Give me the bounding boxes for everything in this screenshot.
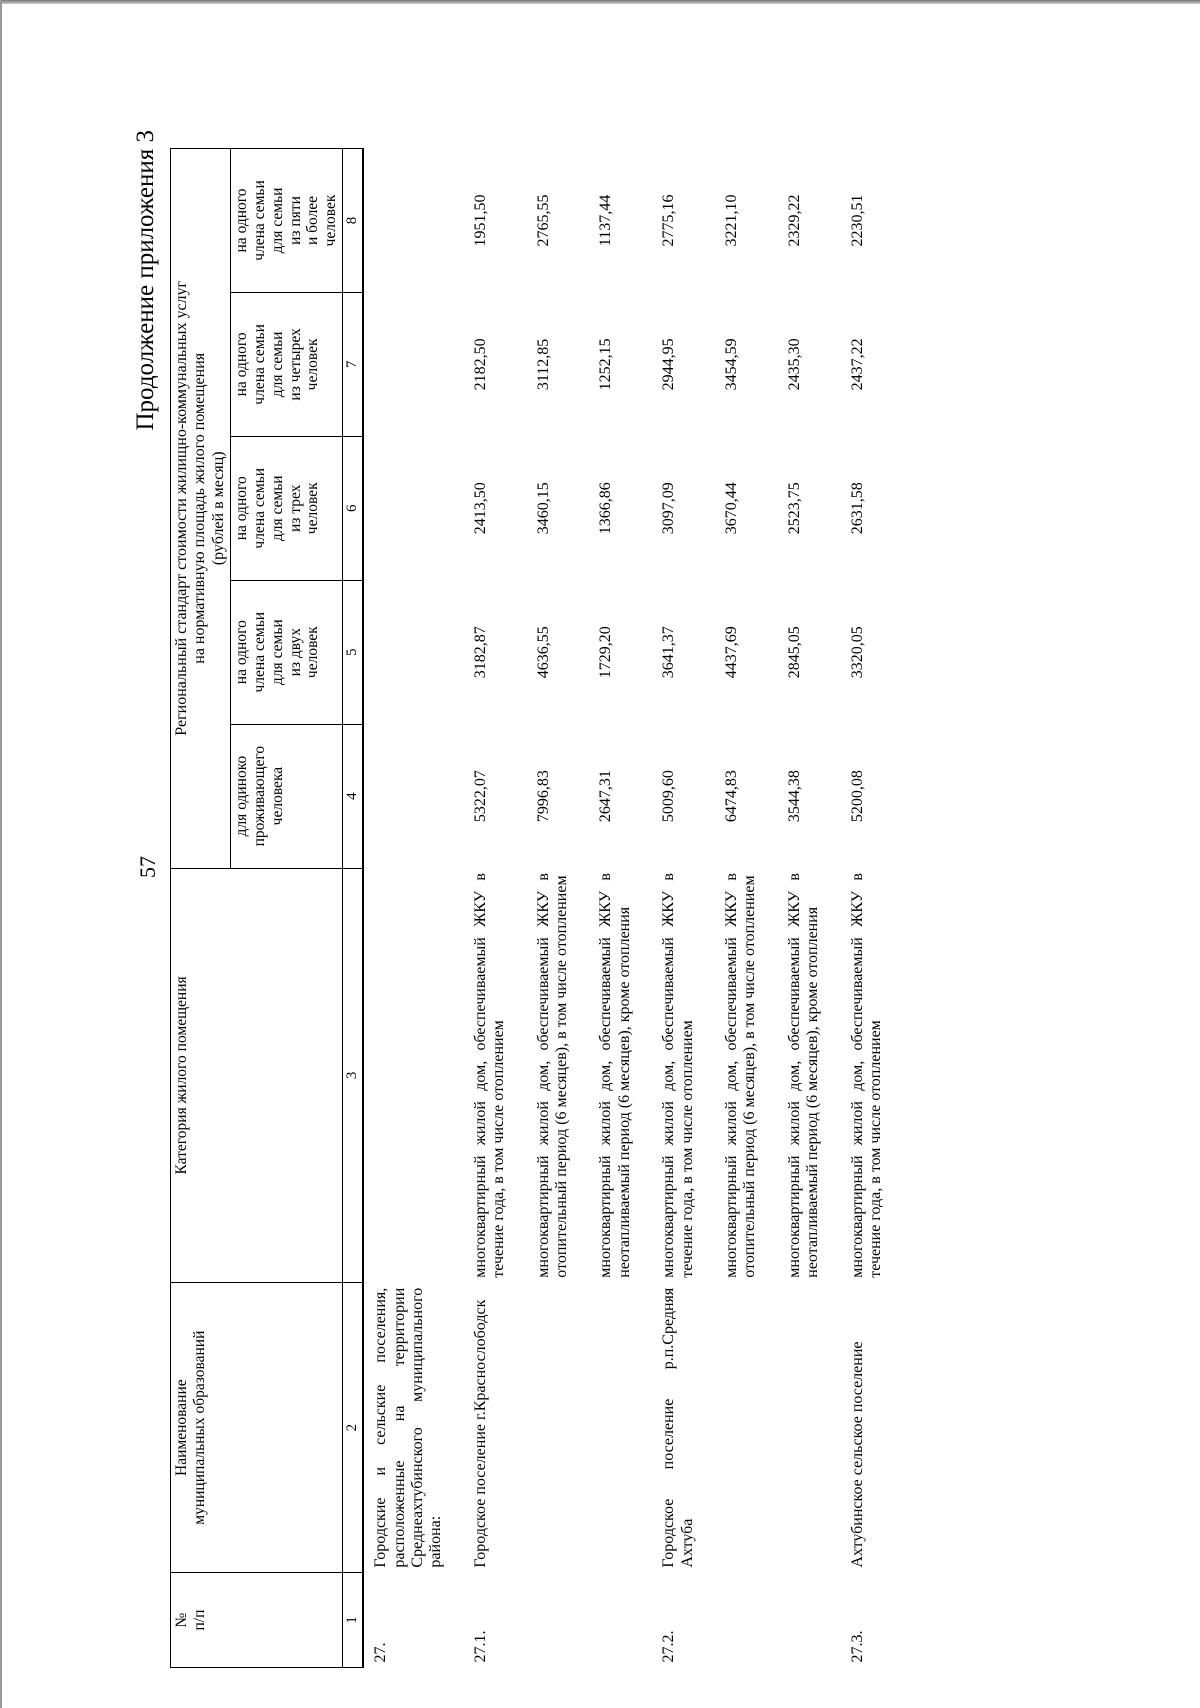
value-two: 1729,20: [597, 626, 615, 679]
page-number: 57: [135, 856, 160, 878]
value-single: 6474,83: [722, 770, 740, 823]
column-number: 5: [343, 580, 364, 724]
header-subcol: на одного члена семьи для семьи из трех человек: [231, 436, 343, 580]
scan-top-edge: [0, 0, 1200, 4]
value-two: 3641,37: [660, 626, 678, 679]
value-five-plus: 2230,51: [848, 194, 866, 247]
table-row: [464, 149, 527, 1668]
header-subcol: на одного члена семьи для семьи из двух человек: [231, 580, 343, 724]
value-single: 5009,60: [660, 770, 678, 823]
table-row: [527, 149, 590, 1668]
municipality-name: [589, 1283, 652, 1573]
column-number: 1: [343, 1573, 364, 1668]
value-three: 2523,75: [785, 482, 803, 535]
value-three: 3670,44: [722, 482, 740, 535]
value-three: [363, 436, 464, 580]
housing-category: многоквартирный жилой дом, обеспечиваемый ЖКУ в течение года, в том числе отоплением: [848, 873, 884, 1278]
value-five-plus: 2775,16: [660, 194, 678, 247]
row-number: 27.3.: [848, 1630, 866, 1663]
column-number: 3: [343, 868, 364, 1283]
municipality-name: Городские и сельские поселения, расположенные на территории Среднеахтубинского муниципального района:: [372, 1287, 445, 1568]
column-number: 2: [343, 1283, 364, 1573]
table-body: [363, 149, 903, 1668]
table-row: [841, 149, 904, 1668]
value-four: 3112,85: [534, 338, 552, 391]
header-subcol: на одного члена семьи для семьи из пяти и более человек: [231, 149, 343, 293]
value-single: [363, 724, 464, 868]
housing-category: многоквартирный жилой дом, обеспечиваемый ЖКУ в течение года, в том числе отоплением: [660, 873, 696, 1278]
housing-category: многоквартирный жилой дом, обеспечиваемый ЖКУ в течение года, в том числе отоплением: [471, 873, 508, 1278]
municipality-name: Ахтубинское сельское поселение: [848, 1341, 866, 1568]
value-five-plus: 1951,50: [471, 194, 489, 247]
row-number: [527, 1573, 590, 1668]
value-two: [363, 580, 464, 724]
rotated-page: [0, 98, 1200, 1708]
table-row: [589, 149, 652, 1668]
value-three: 3460,15: [534, 482, 552, 535]
housing-category: многоквартирный жилой дом, обеспечиваемый ЖКУ в отопительный период (6 месяцев), в том числе отоплением: [534, 873, 571, 1278]
appendix-title: Продолжение приложения 3: [132, 130, 159, 431]
row-number: [589, 1573, 652, 1668]
value-three: 2413,50: [471, 482, 489, 535]
row-number: 27.2.: [660, 1630, 678, 1663]
table-header: [171, 149, 364, 1668]
housing-category: многоквартирный жилой дом, обеспечиваемый ЖКУ в неотапливаемый период (6 месяцев), кроме отопления: [597, 873, 633, 1278]
value-five-plus: [363, 149, 464, 293]
municipality-name: Городское поселение г.Краснослободск: [471, 1299, 489, 1568]
value-five-plus: 2329,22: [785, 194, 803, 247]
header-col-num: № п/п: [171, 1573, 343, 1668]
row-number: 27.: [372, 1642, 390, 1663]
housing-category: многоквартирный жилой дом, обеспечиваемый ЖКУ в отопительный период (6 месяцев), в том числе отоплением: [722, 873, 759, 1278]
value-four: 2182,50: [471, 338, 489, 391]
table-row: [778, 149, 841, 1668]
column-number: 4: [343, 724, 364, 868]
table-row: [652, 149, 715, 1668]
value-three: 3097,09: [660, 482, 678, 535]
column-number: 7: [343, 292, 364, 436]
value-three: 1366,86: [597, 482, 615, 535]
value-four: [363, 292, 464, 436]
municipality-name: Городское поселение р.п.Средняя Ахтуба: [660, 1287, 696, 1568]
value-two: 3182,87: [471, 626, 489, 679]
tariff-table: [170, 148, 903, 1668]
value-single: 2647,31: [597, 770, 615, 823]
value-four: 2437,22: [848, 338, 866, 391]
row-number: [715, 1573, 778, 1668]
column-number: 8: [343, 149, 364, 293]
value-two: 2845,05: [785, 626, 803, 679]
value-two: 4636,55: [534, 626, 552, 679]
header-subcol: для одиноко проживающего человека: [231, 724, 343, 868]
value-five-plus: 3221,10: [722, 194, 740, 247]
housing-category: [363, 868, 464, 1283]
value-five-plus: 2765,55: [534, 194, 552, 247]
municipality-name: [715, 1283, 778, 1573]
municipality-name: [527, 1283, 590, 1573]
table-row: [363, 149, 464, 1668]
row-number: 27.1.: [471, 1630, 489, 1663]
value-four: 2435,30: [785, 338, 803, 391]
column-number: 6: [343, 436, 364, 580]
value-four: 1252,15: [597, 338, 615, 391]
value-four: 2944,95: [660, 338, 678, 391]
value-two: 4437,69: [722, 626, 740, 679]
value-single: 5200,08: [848, 770, 866, 823]
value-single: 3544,38: [785, 770, 803, 823]
table-row: [715, 149, 778, 1668]
value-single: 7996,83: [534, 770, 552, 823]
header-subcol: на одного члена семьи для семьи из четырех человек: [231, 292, 343, 436]
housing-category: многоквартирный жилой дом, обеспечиваемый ЖКУ в неотапливаемый период (6 месяцев), кроме отопления: [785, 873, 822, 1278]
value-three: 2631,58: [848, 482, 866, 535]
value-five-plus: 1137,44: [597, 194, 615, 247]
municipality-name: [778, 1283, 841, 1573]
value-four: 3454,59: [722, 338, 740, 391]
value-single: 5322,07: [471, 770, 489, 823]
value-two: 3320,05: [848, 626, 866, 679]
header-group-title: Региональный стандарт стоимости жилищно-коммунальных услуг на нормативную площадь жилого помещения (рублей в месяц): [171, 149, 231, 869]
row-number: [778, 1573, 841, 1668]
header-col-category: Категория жилого помещения: [171, 868, 343, 1283]
header-col-name: Наименование муниципальных образований: [171, 1283, 343, 1573]
